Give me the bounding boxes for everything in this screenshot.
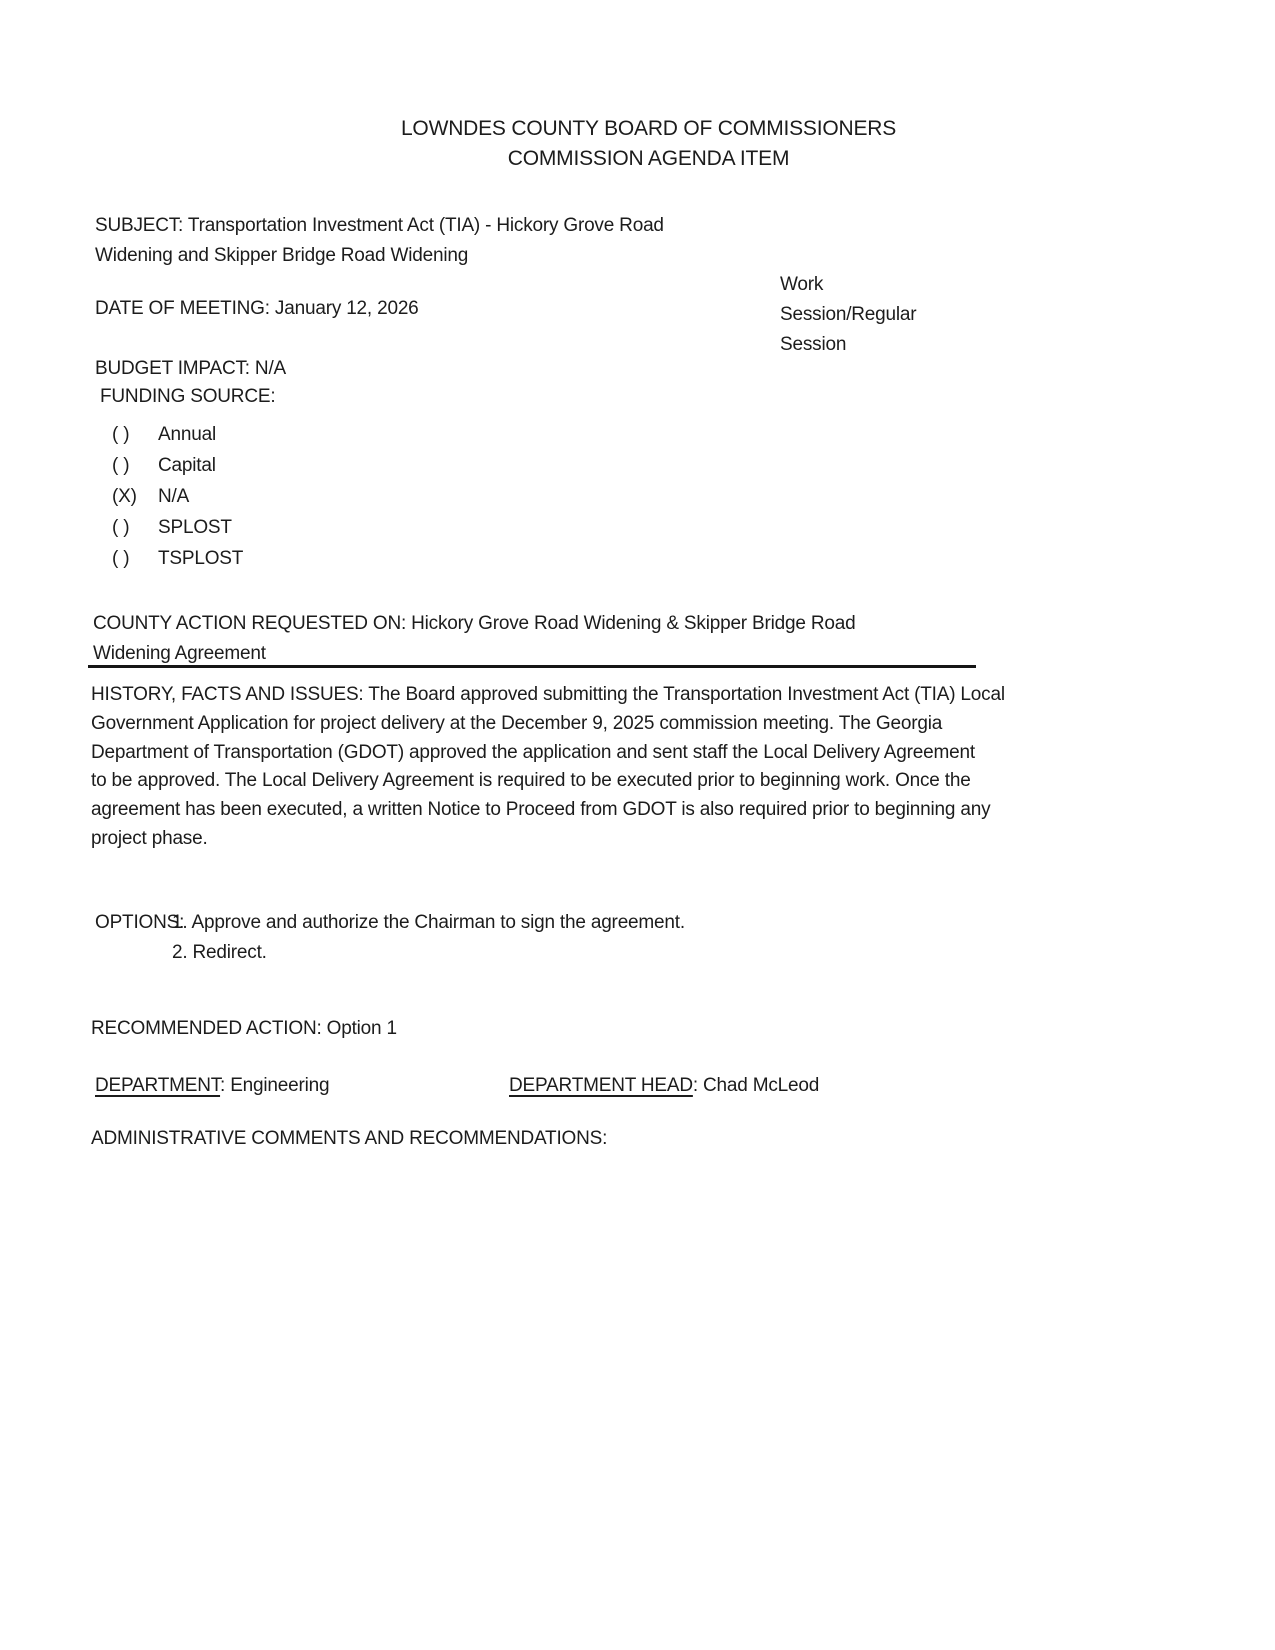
department-head-label: DEPARTMENT HEAD bbox=[509, 1075, 693, 1096]
subject-text-line2: Widening and Skipper Bridge Road Widening bbox=[95, 245, 469, 266]
county-action-line2: Widening Agreement bbox=[93, 643, 266, 664]
department-value: : Engineering bbox=[220, 1075, 330, 1096]
subject-section bbox=[95, 211, 755, 271]
options-label: OPTIONS: bbox=[95, 912, 185, 933]
option-item-1: 1. Approve and authorize the Chairman to sign the agreement. bbox=[172, 912, 685, 933]
session-type-line1: Work bbox=[780, 274, 824, 295]
funding-option-tsplost bbox=[112, 543, 512, 574]
administrative-comments-label: ADMINISTRATIVE COMMENTS AND RECOMMENDATIONS: bbox=[91, 1128, 608, 1149]
history-line1: HISTORY, FACTS AND ISSUES: The Board approved submitting the Transportation Investment Act (TIA) Local bbox=[91, 684, 1005, 705]
funding-option-label: TSPLOST bbox=[158, 548, 244, 569]
county-action-section bbox=[93, 609, 923, 669]
department-section bbox=[95, 1075, 1195, 1097]
subject-text-line1: SUBJECT: Transportation Investment Act (TIA) - Hickory Grove Road bbox=[95, 215, 664, 236]
section-divider-line bbox=[88, 665, 976, 668]
date-of-meeting: DATE OF MEETING: January 12, 2026 bbox=[95, 298, 419, 319]
history-line4: to be approved. The Local Delivery Agreement is required to be executed prior to beginning work. Once the bbox=[91, 770, 971, 792]
recommended-action: RECOMMENDED ACTION: Option 1 bbox=[91, 1018, 397, 1039]
checkbox-na-checked: (X) bbox=[112, 486, 137, 507]
options-section bbox=[95, 908, 685, 968]
document-header bbox=[11, 114, 1275, 174]
checkbox-capital: ( ) bbox=[112, 455, 130, 476]
checkbox-splost: ( ) bbox=[112, 517, 130, 538]
funding-option-capital bbox=[112, 450, 512, 481]
funding-option-annual bbox=[112, 419, 512, 450]
session-type bbox=[780, 270, 950, 360]
document-title-line2: COMMISSION AGENDA ITEM bbox=[507, 147, 790, 170]
county-action-line1: COUNTY ACTION REQUESTED ON: Hickory Grove Road Widening & Skipper Bridge Road bbox=[93, 613, 856, 634]
department-head-value: : Chad McLeod bbox=[692, 1075, 820, 1096]
history-line3: Department of Transportation (GDOT) approved the application and sent staff the Local Delivery Agreement bbox=[91, 741, 975, 763]
department-label: DEPARTMENT bbox=[95, 1075, 221, 1096]
checkbox-tsplost: ( ) bbox=[112, 548, 130, 569]
funding-source-label: FUNDING SOURCE: bbox=[100, 386, 276, 407]
budget-impact: BUDGET IMPACT: N/A bbox=[95, 358, 287, 379]
funding-source-options bbox=[112, 419, 512, 574]
funding-option-label: Capital bbox=[158, 455, 216, 476]
checkbox-annual: ( ) bbox=[112, 424, 130, 445]
session-type-line3: Session bbox=[780, 334, 847, 355]
history-line5: agreement has been executed, a written Notice to Proceed from GDOT is also required prior to beginning any bbox=[91, 799, 991, 821]
session-type-line2: Session/Regular bbox=[780, 304, 917, 325]
funding-option-splost bbox=[112, 512, 512, 543]
option-item-2: 2. Redirect. bbox=[172, 942, 267, 963]
options-list bbox=[172, 908, 685, 968]
funding-option-na bbox=[112, 481, 512, 512]
funding-option-label: SPLOST bbox=[158, 517, 232, 538]
funding-option-label: N/A bbox=[158, 486, 190, 507]
history-line6: project phase. bbox=[91, 827, 208, 849]
document-title-line1: LOWNDES COUNTY BOARD OF COMMISSIONERS bbox=[400, 117, 897, 140]
history-facts-issues-section bbox=[91, 681, 1161, 854]
department-head-group bbox=[509, 1075, 819, 1097]
history-line2: Government Application for project delivery at the December 9, 2025 commission meeting. The Georgia bbox=[91, 712, 943, 734]
funding-option-label: Annual bbox=[158, 424, 216, 445]
